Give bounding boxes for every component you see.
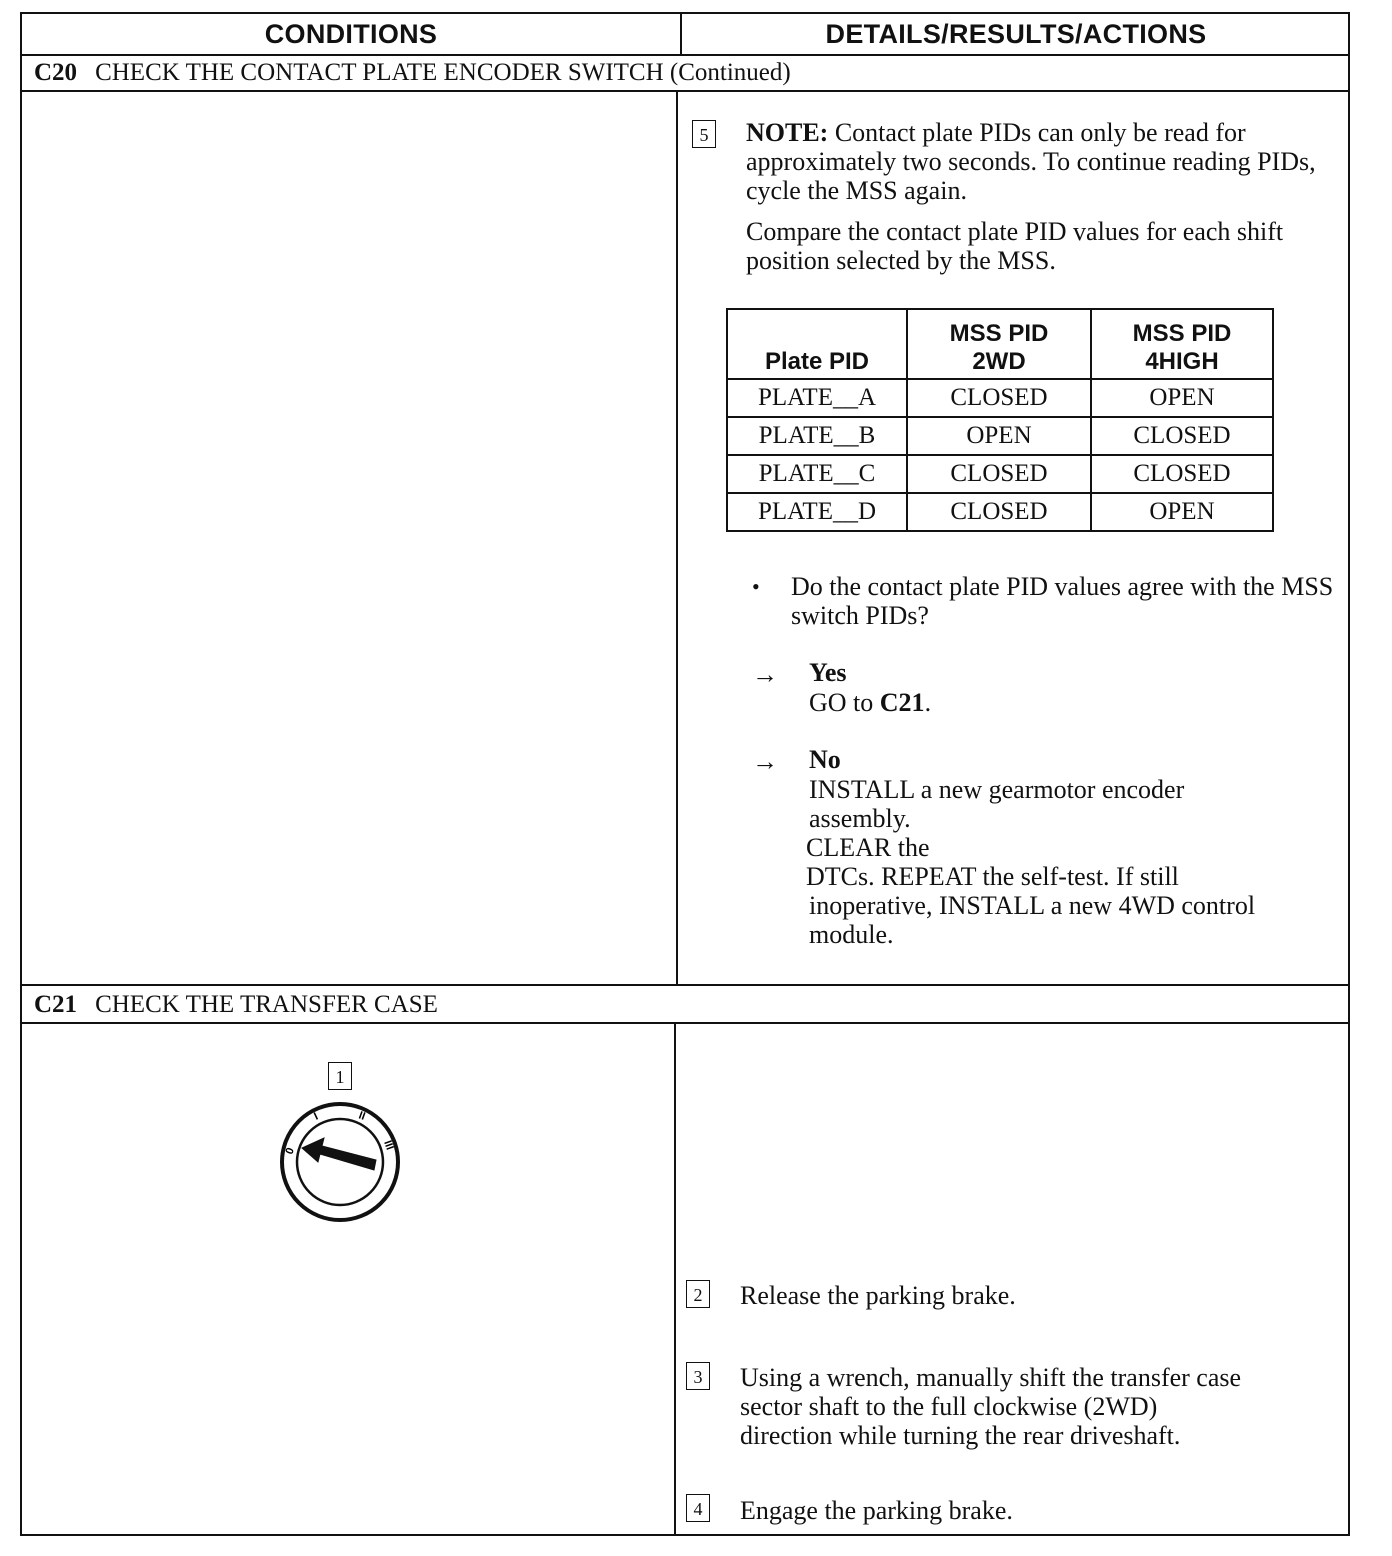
table-cell: OPEN: [1091, 379, 1273, 417]
note-text: Contact plate PIDs can only be read for approximately two seconds. To continue reading PIDs, cycle the MSS again.: [746, 118, 1316, 205]
compare-text: Compare the contact plate PID values for each shift position selected by the MSS.: [746, 217, 1284, 275]
column-divider: [676, 92, 678, 984]
table-cell: PLATE__C: [727, 455, 907, 493]
details-header: DETAILS/RESULTS/ACTIONS: [825, 19, 1207, 49]
table-row: [727, 417, 1273, 455]
no-label: No: [809, 745, 841, 774]
column-divider: [674, 1024, 676, 1536]
section-title: CHECK THE CONTACT PLATE ENCODER SWITCH (Continued): [95, 59, 791, 86]
figure-step-box: 1: [328, 1062, 352, 1090]
bullet-icon: •: [752, 574, 760, 599]
section-code: C21: [34, 991, 78, 1018]
step-text: Release the parking brake.: [740, 1281, 1016, 1310]
section-title: CHECK THE TRANSFER CASE: [95, 991, 438, 1018]
table-row: [727, 379, 1273, 417]
pid-table: [726, 308, 1274, 532]
section-code: C20: [34, 59, 78, 86]
note-paragraph: [746, 118, 1346, 205]
step-text: Engage the parking brake.: [740, 1496, 1013, 1525]
step-text: Using a wrench, manually shift the transfer case sector shaft to the full clockwise (2WD) direction while turning the rear driveshaft.: [740, 1363, 1242, 1450]
table-cell: CLOSED: [1091, 417, 1273, 455]
table-cell: PLATE__D: [727, 493, 907, 531]
arrow-left-icon: [302, 1138, 376, 1170]
table-cell: OPEN: [1091, 493, 1273, 531]
no-action: INSTALL a new gearmotor encoder assembly. CLEAR the DTCs. REPEAT the self-test. If still inoperative, INSTALL a new 4WD control module.: [806, 775, 1256, 949]
transfer-case-dial-illustration: [278, 1100, 408, 1225]
step-number-box: 3: [686, 1362, 710, 1390]
table-cell: PLATE__B: [727, 417, 907, 455]
table-header: [22, 14, 1348, 56]
dial-label: III: [381, 1138, 396, 1152]
table-header-row: [727, 309, 1273, 379]
table-row: [727, 493, 1273, 531]
yes-action: GO to C21.: [809, 688, 932, 717]
step-number-box: 2: [686, 1280, 710, 1308]
column-header: MSS PID 2WD: [907, 309, 1091, 379]
arrow-right-icon: →: [752, 747, 778, 776]
conditions-header: CONDITIONS: [22, 14, 682, 54]
dial-label: I: [312, 1110, 321, 1123]
column-header: MSS PID 4HIGH: [1091, 309, 1273, 379]
dial-label: II: [356, 1109, 367, 1123]
arrow-right-icon: →: [752, 660, 778, 689]
step-number-box: 5: [692, 120, 716, 148]
table-cell: CLOSED: [1091, 455, 1273, 493]
table-cell: CLOSED: [907, 455, 1091, 493]
step-number-box: 4: [686, 1494, 710, 1522]
table-cell: CLOSED: [907, 493, 1091, 531]
dial-label: 0: [283, 1146, 297, 1157]
yes-label: Yes: [809, 658, 847, 687]
note-label: NOTE:: [746, 118, 829, 147]
section-c20-title: [22, 54, 1348, 92]
table-cell: PLATE__A: [727, 379, 907, 417]
table-row: [727, 455, 1273, 493]
section-c21-title: [22, 984, 1348, 1024]
question-text: Do the contact plate PID values agree with the MSS switch PIDs?: [791, 572, 1334, 630]
table-cell: CLOSED: [907, 379, 1091, 417]
column-header: Plate PID: [727, 309, 907, 379]
table-cell: OPEN: [907, 417, 1091, 455]
